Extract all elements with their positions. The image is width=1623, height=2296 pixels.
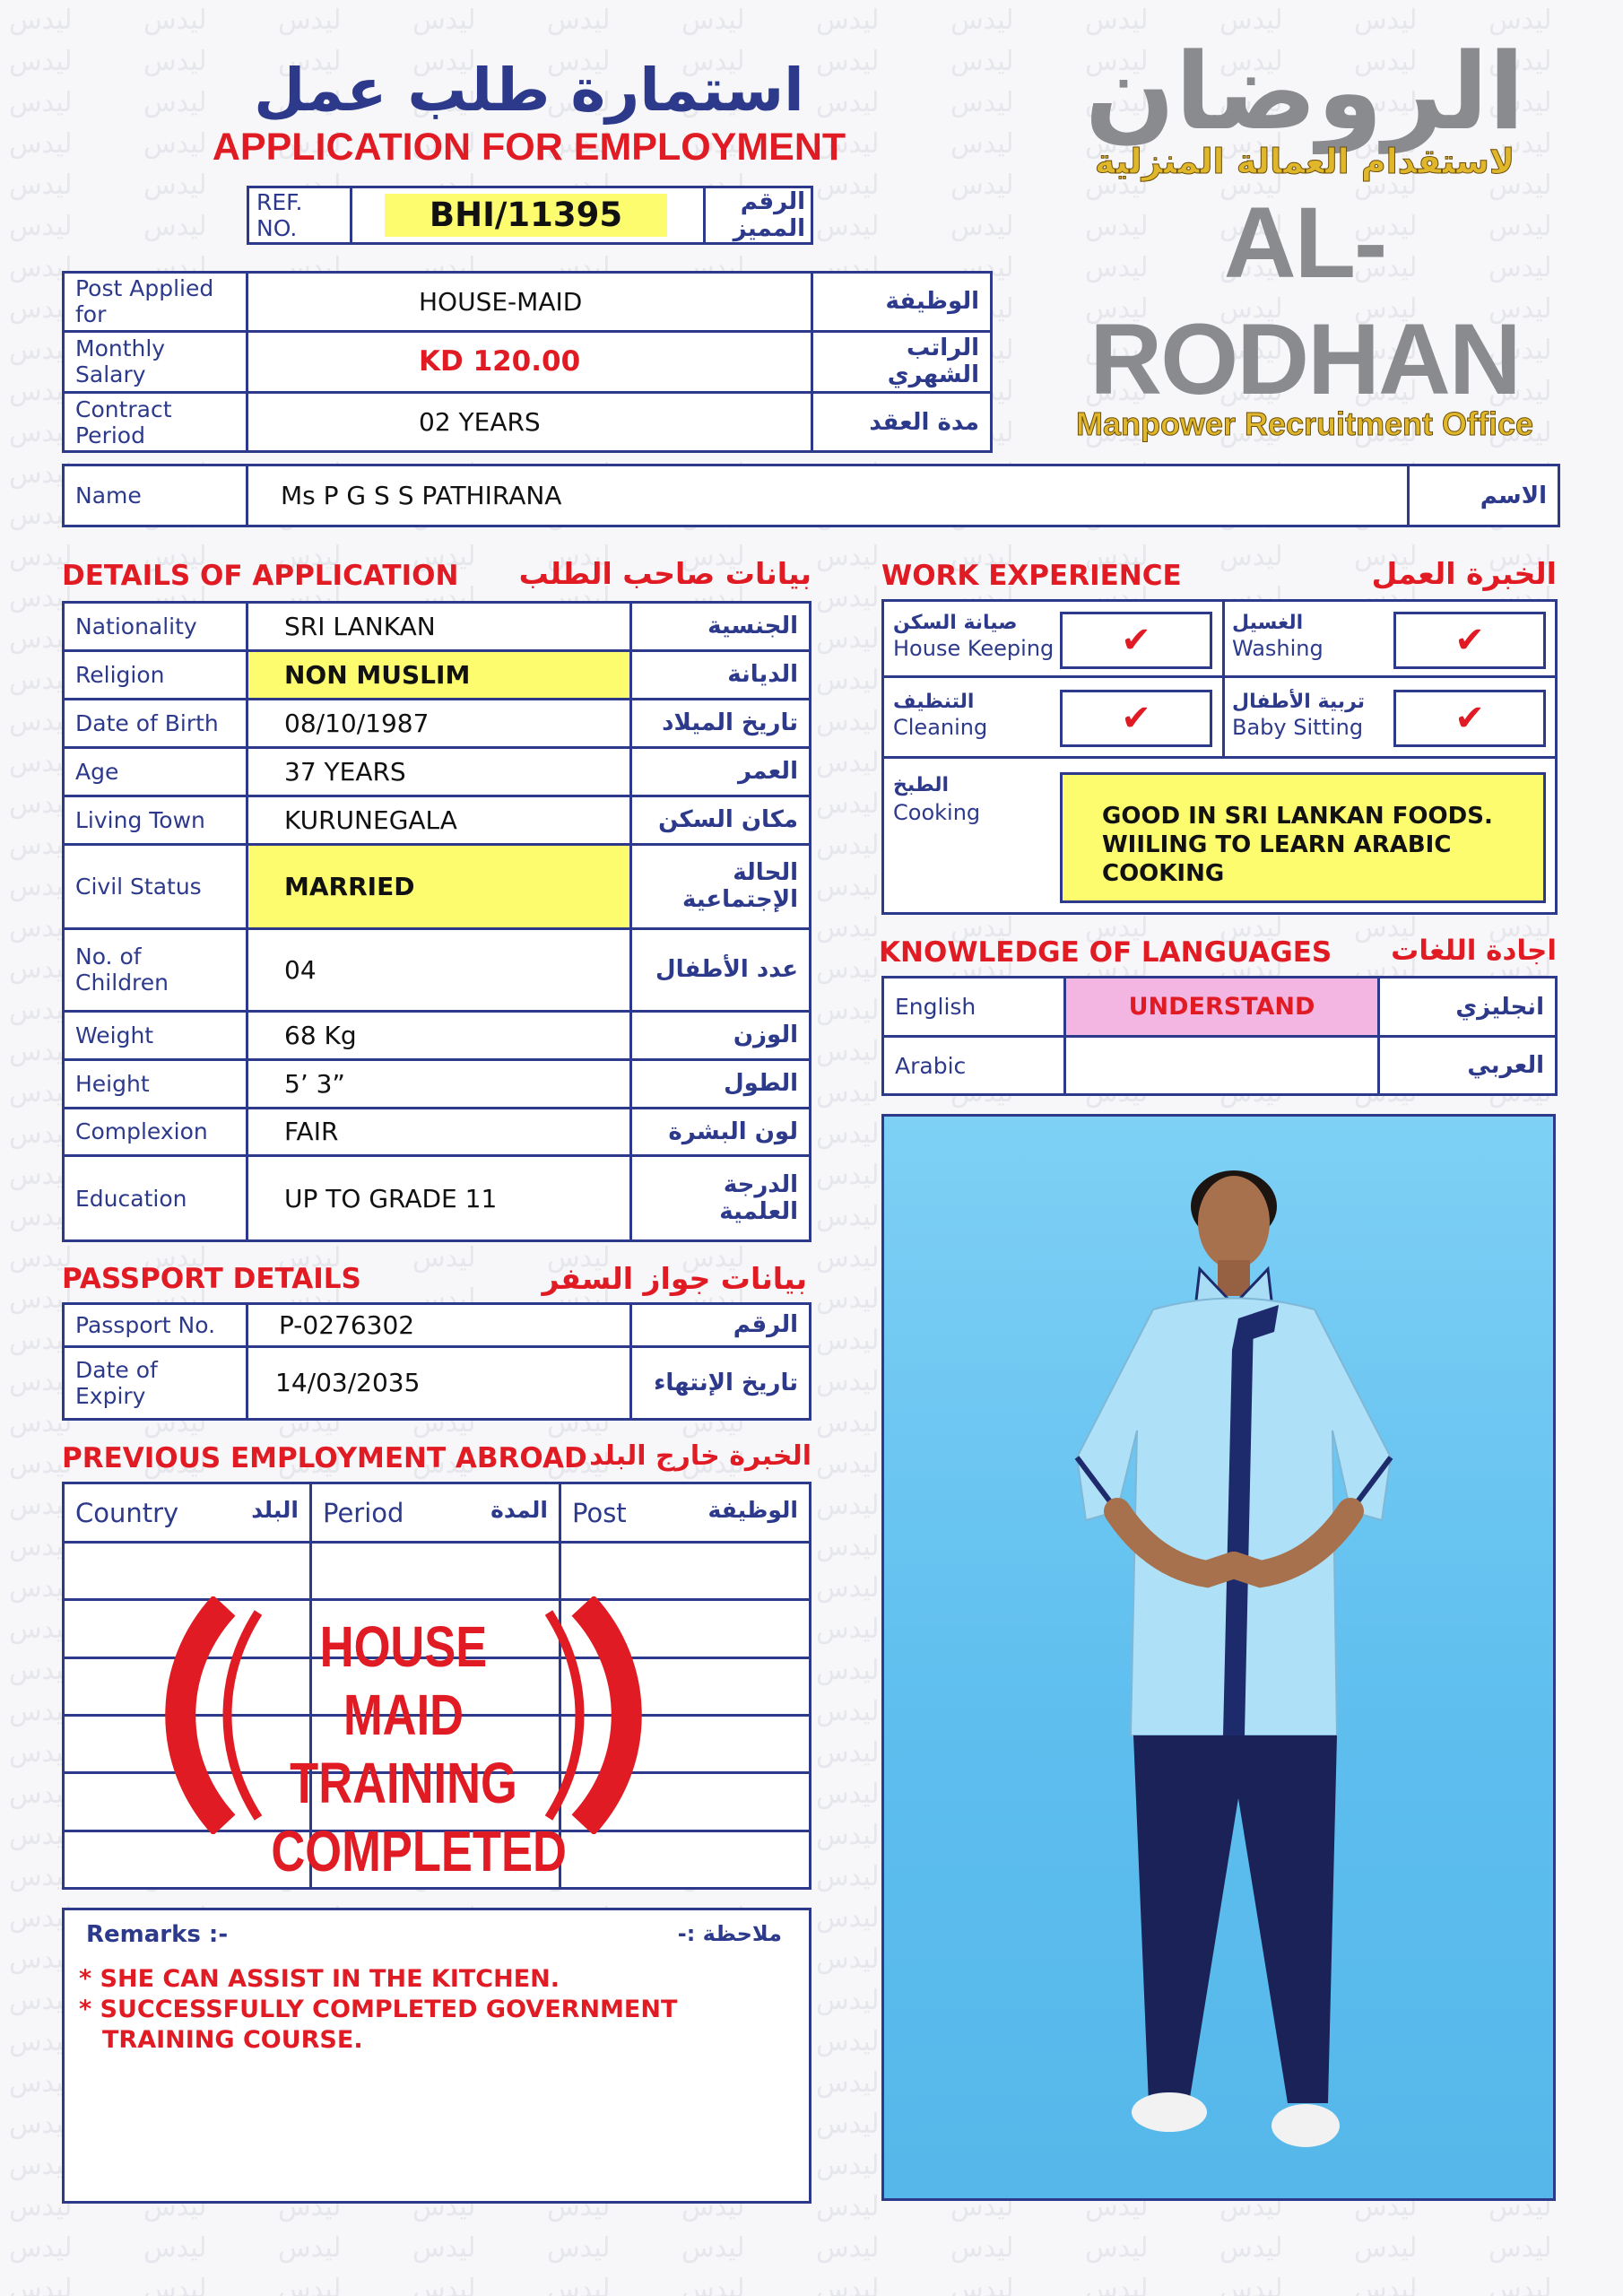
dob-label: Date of Birth	[64, 699, 247, 747]
stamp-line-1: HOUSE MAID	[319, 1614, 488, 1747]
table-row	[64, 650, 811, 699]
civil-status-value: MARRIED	[247, 844, 631, 928]
passport-no-label-ar: الرقم	[631, 1304, 811, 1347]
housekeeping-checkbox[interactable]: ✔	[1060, 612, 1212, 669]
ref-value: BHI/11395	[385, 194, 667, 237]
cleaning-label-en: Cleaning	[893, 715, 988, 740]
ref-box	[247, 186, 813, 242]
post-label: Post Applied for	[64, 273, 247, 332]
post-label-ar: الوظيفة	[812, 273, 992, 332]
table-row	[64, 796, 811, 844]
passport-title: PASSPORT DETAILS	[62, 1263, 361, 1295]
passport-title-ar: بيانات جواز السفر	[542, 1261, 807, 1296]
washing-label-en: Washing	[1232, 636, 1324, 661]
washing-label	[1232, 611, 1324, 661]
civil-status-label: Civil Status	[64, 844, 247, 928]
table-row	[64, 603, 811, 651]
expiry-value: 14/03/2035	[247, 1346, 631, 1419]
complexion-label: Complexion	[64, 1108, 247, 1156]
divider	[1222, 602, 1225, 759]
babysitting-checkbox[interactable]: ✔	[1393, 690, 1546, 747]
religion-label-ar: الديانة	[631, 650, 811, 699]
salary-label-ar: الراتب الشهري	[812, 331, 992, 392]
stamp-line-2: TRAINING	[290, 1751, 517, 1815]
name-table	[62, 464, 1560, 527]
stamp-line-3: COMPLETED	[271, 1819, 567, 1883]
religion-value: NON MUSLIM	[247, 650, 631, 699]
education-label-ar: الدرجة العلمية	[631, 1156, 811, 1241]
babysitting-label-en: Baby Sitting	[1232, 715, 1364, 740]
babysitting-label-ar: تربية الأطفال	[1232, 691, 1366, 713]
religion-label: Religion	[64, 650, 247, 699]
passport-no-value: P-0276302	[247, 1304, 631, 1347]
cooking-label-ar: الطبخ	[893, 774, 950, 796]
col-post	[560, 1483, 811, 1543]
previous-title: PREVIOUS EMPLOYMENT ABROAD	[62, 1442, 587, 1474]
title-arabic: استمارة طلب عمل	[254, 56, 804, 125]
babysitting-label	[1232, 690, 1365, 740]
details-title: DETAILS OF APPLICATION	[62, 560, 459, 592]
post-value: HOUSE-MAID	[247, 273, 812, 332]
town-label: Living Town	[64, 796, 247, 844]
contract-label: Contract Period	[64, 393, 247, 452]
age-label: Age	[64, 747, 247, 796]
table-row	[64, 1346, 811, 1419]
table-row	[883, 1037, 1557, 1095]
expiry-label-ar: تاريخ الإنتهاء	[631, 1346, 811, 1419]
work-table	[881, 599, 1558, 915]
children-value: 04	[247, 929, 631, 1011]
training-stamp	[161, 1596, 646, 1883]
table-row	[64, 1108, 811, 1156]
children-label-ar: عدد الأطفال	[631, 929, 811, 1011]
english-label-ar: انجليزي	[1379, 978, 1557, 1037]
education-value: UP TO GRADE 11	[247, 1156, 631, 1241]
col-country-label: Country	[75, 1497, 179, 1528]
logo-tagline-english: Manpower Recruitment Office	[1075, 405, 1534, 442]
ref-label: REF. NO.	[248, 187, 352, 244]
passport-table	[62, 1302, 812, 1421]
cooking-label-en: Cooking	[893, 800, 981, 825]
logo-tagline-arabic: لاستقدام العمالة المنزلية	[1094, 142, 1515, 181]
col-period-label: Period	[323, 1497, 404, 1528]
contract-row	[64, 393, 992, 452]
name-value: Ms P G S S PATHIRANA	[247, 465, 1409, 526]
table-row	[64, 699, 811, 747]
table-header	[64, 1483, 811, 1543]
age-label-ar: العمر	[631, 747, 811, 796]
logo-name-arabic: الروضان	[1084, 30, 1525, 153]
name-label-ar: الاسم	[1409, 465, 1559, 526]
table-row	[883, 978, 1557, 1037]
table-row	[64, 929, 811, 1011]
expiry-label: Date of Expiry	[64, 1346, 247, 1419]
divider	[884, 756, 1555, 759]
passport-no-label: Passport No.	[64, 1304, 247, 1347]
name-label: Name	[64, 465, 247, 526]
col-period	[311, 1483, 560, 1543]
town-label-ar: مكان السكن	[631, 796, 811, 844]
housekeeping-label-ar: صيانة السكن	[893, 612, 1018, 634]
complexion-label-ar: لون البشرة	[631, 1108, 811, 1156]
table-row	[64, 844, 811, 928]
salary-label: Monthly Salary	[64, 331, 247, 392]
work-title: WORK EXPERIENCE	[881, 560, 1182, 592]
details-title-ar: بيانات صاحب الطلب	[518, 556, 812, 591]
housekeeping-label	[893, 611, 1054, 661]
col-period-label-ar: المدة	[490, 1497, 548, 1523]
cooking-label	[893, 772, 980, 826]
remarks-list	[79, 1964, 787, 2056]
remarks-box	[62, 1908, 812, 2204]
ref-value-cell	[352, 187, 705, 244]
housekeeping-label-en: House Keeping	[893, 636, 1055, 661]
post-row	[64, 273, 992, 332]
person-figure	[884, 1117, 1556, 2201]
cleaning-label	[893, 690, 987, 740]
salary-row	[64, 331, 992, 392]
cleaning-label-ar: التنظيف	[893, 691, 975, 713]
arabic-label: Arabic	[883, 1037, 1065, 1095]
nationality-label-ar: الجنسية	[631, 603, 811, 651]
previous-title-ar: الخبرة خارج البلد	[589, 1440, 812, 1472]
height-label: Height	[64, 1059, 247, 1108]
table-row	[64, 1543, 811, 1600]
civil-status-label-ar: الحالة الإجتماعية	[631, 844, 811, 928]
arabic-label-ar: العربي	[1379, 1037, 1557, 1095]
ref-label-ar: الرقم المميز	[705, 187, 812, 244]
washing-label-ar: الغسيل	[1232, 612, 1304, 634]
dob-value: 08/10/1987	[247, 699, 631, 747]
table-row	[64, 1156, 811, 1241]
height-label-ar: الطول	[631, 1059, 811, 1108]
remark-item: TRAINING COURSE.	[102, 2026, 363, 2054]
salary-value: KD 120.00	[247, 331, 812, 392]
table-row	[64, 1304, 811, 1347]
languages-table	[881, 976, 1558, 1096]
col-post-label: Post	[572, 1497, 627, 1528]
arabic-value	[1065, 1037, 1379, 1095]
stamp-text	[271, 1613, 567, 1885]
english-label: English	[883, 978, 1065, 1037]
remarks-label-ar: ملاحظة :-	[677, 1921, 782, 1946]
cooking-note: GOOD IN SRI LANKAN FOODS. WIILING TO LEARN ARABIC COOKING	[1060, 772, 1546, 903]
age-value: 37 YEARS	[247, 747, 631, 796]
contract-value: 02 YEARS	[247, 393, 812, 452]
title-english: APPLICATION FOR EMPLOYMENT	[212, 126, 846, 169]
height-value: 5’ 3”	[247, 1059, 631, 1108]
logo-name-english: AL-RODHAN	[1089, 187, 1520, 415]
remarks-label: Remarks :-	[86, 1921, 229, 1948]
company-logo	[1040, 30, 1569, 442]
details-table	[62, 601, 812, 1242]
table-row	[64, 1011, 811, 1059]
work-title-ar: الخبرة العمل	[1371, 556, 1557, 591]
nationality-label: Nationality	[64, 603, 247, 651]
table-row	[64, 747, 811, 796]
cleaning-checkbox[interactable]: ✔	[1060, 690, 1212, 747]
remark-item: * SUCCESSFULLY COMPLETED GOVERNMENT	[79, 1996, 678, 2023]
col-country	[64, 1483, 311, 1543]
post-table	[62, 271, 993, 453]
children-label: No. of Children	[64, 929, 247, 1011]
town-value: KURUNEGALA	[247, 796, 631, 844]
weight-value: 68 Kg	[247, 1011, 631, 1059]
contract-label-ar: مدة العقد	[812, 393, 992, 452]
weight-label: Weight	[64, 1011, 247, 1059]
col-post-label-ar: الوظيفة	[707, 1497, 798, 1523]
applicant-photo	[881, 1114, 1556, 2201]
languages-title-ar: اجادة اللغات	[1391, 935, 1557, 967]
washing-checkbox[interactable]: ✔	[1393, 612, 1546, 669]
nationality-value: SRI LANKAN	[247, 603, 631, 651]
complexion-value: FAIR	[247, 1108, 631, 1156]
education-label: Education	[64, 1156, 247, 1241]
dob-label-ar: تاريخ الميلاد	[631, 699, 811, 747]
table-row	[64, 1059, 811, 1108]
divider	[884, 675, 1555, 678]
english-value: UNDERSTAND	[1065, 978, 1379, 1037]
weight-label-ar: الوزن	[631, 1011, 811, 1059]
col-country-label-ar: البلد	[251, 1497, 299, 1523]
remark-item: * SHE CAN ASSIST IN THE KITCHEN.	[79, 1965, 560, 1993]
languages-title: KNOWLEDGE OF LANGUAGES	[879, 936, 1332, 969]
